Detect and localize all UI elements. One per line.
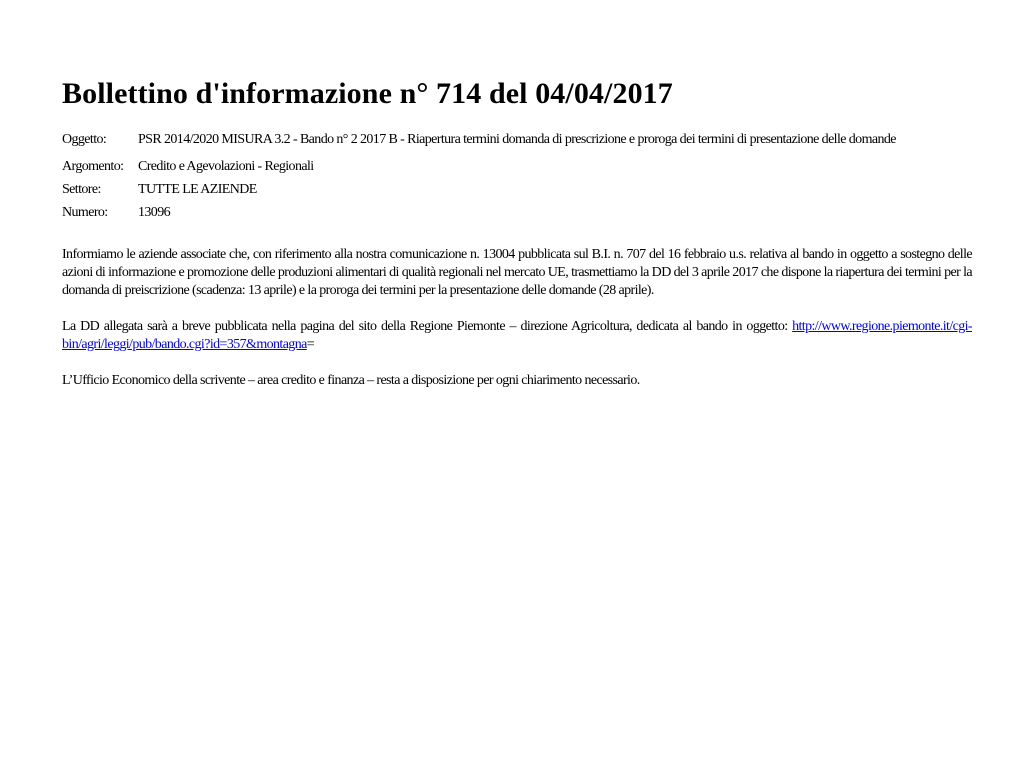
body-paragraph-1: Informiamo le aziende associate che, con riferimento alla nostra comunicazione n. 13004 pubblicata sul B.I. n. 707 del 16 febbraio u.s. relativa al bando in oggetto a sostegno delle azioni di informazione e promozione delle produzioni alimentari di qualità regionali nel mercato UE, trasmettiamo la DD del 3 aprile 2017 che dispone la riapertura dei termini per la domanda di preiscrizione (scadenza: 13 aprile) e la proroga dei termini per la presentazione delle domande (28 aprile). — [62, 247, 972, 298]
bulletin-body — [62, 246, 972, 390]
oggetto-value: PSR 2014/2020 MISURA 3.2 - Bando n° 2 2017 B - Riapertura termini domanda di prescrizione e proroga dei termini di presentazione delle domande — [138, 132, 896, 147]
settore-label: Settore: — [62, 181, 101, 197]
oggetto-label: Oggetto: — [62, 131, 107, 147]
body-paragraph-2-text: La DD allegata sarà a breve pubblicata nella pagina del sito della Regione Piemonte – direzione Agricoltura, dedicata al bando in oggetto: — [62, 319, 793, 334]
page-title: Bollettino d'informazione n° 714 del 04/04/2017 — [62, 77, 673, 110]
numero-value: 13096 — [138, 204, 171, 220]
settore-value: TUTTE LE AZIENDE — [138, 181, 257, 197]
metadata-row-settore — [62, 178, 918, 201]
argomento-value: Credito e Agevolazioni - Regionali — [138, 158, 314, 174]
bulletin-document — [62, 74, 972, 408]
body-paragraph-2-suffix: = — [306, 337, 315, 352]
numero-label: Numero: — [62, 204, 108, 220]
argomento-label: Argomento: — [62, 158, 124, 174]
regione-piemonte-bando-link[interactable]: http://www.regione.piemonte.it/cgi-bin/agri/leggi/pub/bando.cgi?id=357&montagna — [62, 319, 972, 352]
body-paragraph-2 — [62, 318, 972, 354]
metadata-table — [62, 130, 918, 224]
metadata-row-oggetto — [62, 130, 918, 155]
metadata-row-argomento — [62, 155, 918, 178]
metadata-row-numero — [62, 201, 918, 224]
body-paragraph-3: L’Ufficio Economico della scrivente – area credito e finanza – resta a disposizione per ogni chiarimento necessario. — [62, 373, 640, 388]
